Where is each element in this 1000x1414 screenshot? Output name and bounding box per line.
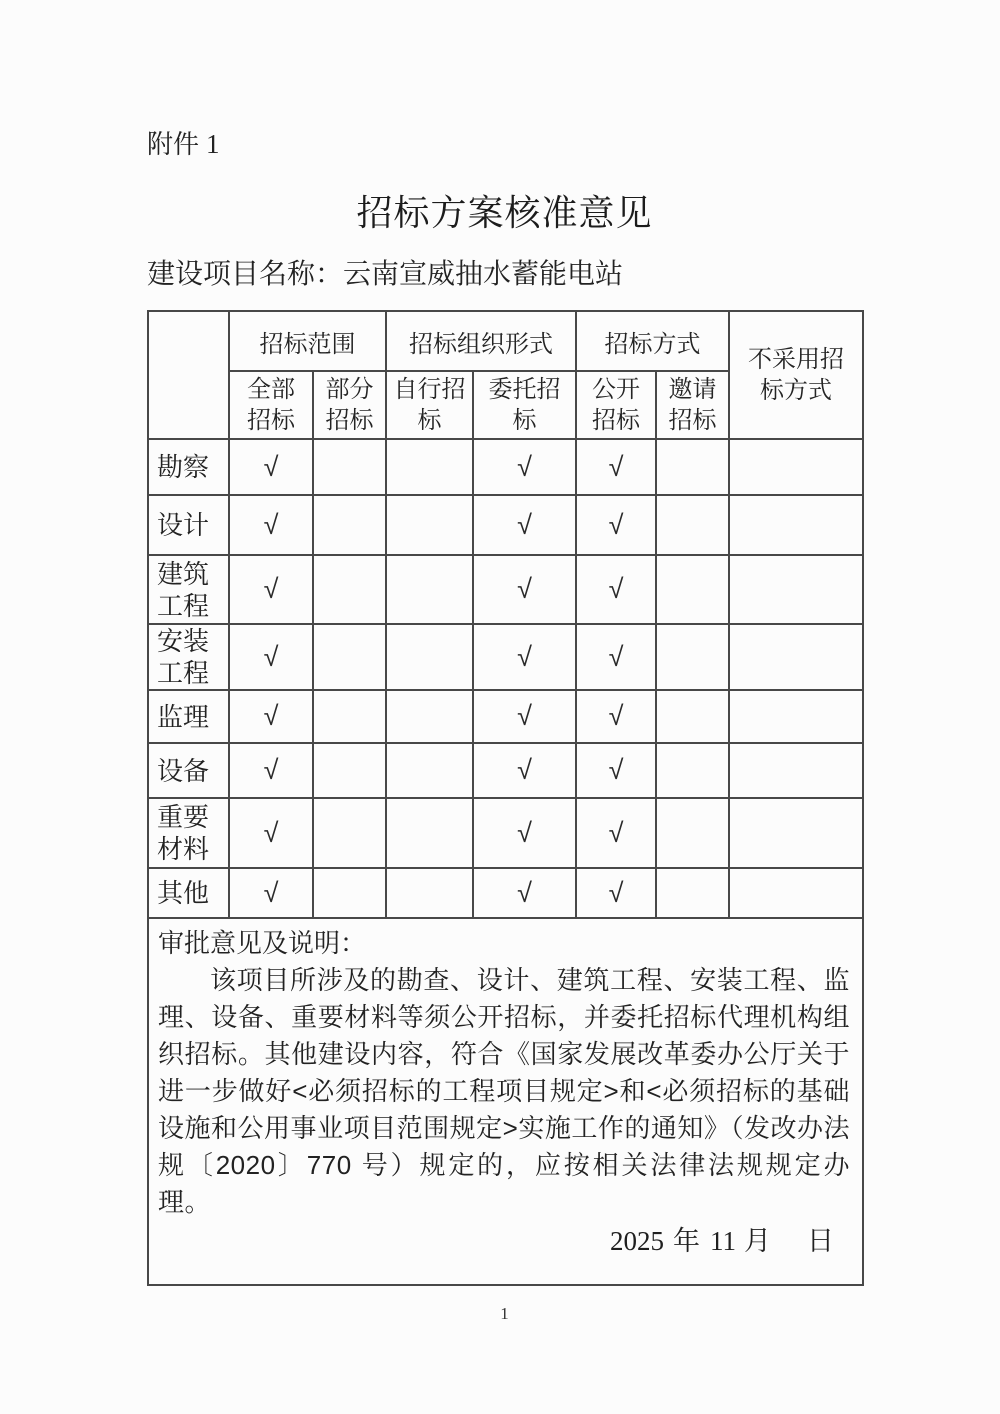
page-number: 1 [500,1304,509,1323]
table-row [148,868,863,918]
empty-cell [656,868,729,918]
table-row [148,743,863,798]
empty-cell [656,439,729,495]
check-cell: √ [473,743,576,798]
empty-cell [313,439,386,495]
check-cell: √ [473,690,576,743]
empty-cell [386,439,473,495]
row-label: 勘察 [148,439,229,495]
subheader-partial-tender: 部分招标 [313,371,386,439]
empty-cell [729,743,863,798]
subheader-self-tender: 自行招标 [386,371,473,439]
empty-cell [656,798,729,868]
opinion-heading: 审批意见及说明： [158,928,367,958]
empty-cell [386,743,473,798]
check-cell: √ [229,439,313,495]
table-row [148,798,863,868]
check-cell: √ [229,624,313,690]
empty-cell [656,555,729,624]
check-cell: √ [229,798,313,868]
empty-cell [386,555,473,624]
table-row [148,690,863,743]
table-row [148,555,863,624]
empty-cell [313,495,386,555]
row-label: 设计 [148,495,229,555]
document-title: 招标方案核准意见 [356,192,653,233]
check-cell: √ [576,868,656,918]
table-row [148,439,863,495]
row-label: 其他 [148,868,229,918]
approval-table [147,310,864,1286]
header-tender-scope: 招标范围 [229,311,386,371]
header-group-row [148,311,863,371]
attachment-label: 附件 [147,129,200,159]
check-cell: √ [229,495,313,555]
empty-cell [656,743,729,798]
date-month-unit: 月 [744,1226,771,1256]
empty-cell [386,690,473,743]
check-cell: √ [229,743,313,798]
subheader-entrusted-tender: 委托招标 [473,371,576,439]
check-cell: √ [576,555,656,624]
check-cell: √ [473,555,576,624]
table-header [148,311,863,439]
empty-cell [729,555,863,624]
project-name-line [147,256,862,292]
check-cell: √ [473,439,576,495]
row-label: 建筑工程 [148,555,229,624]
check-cell: √ [229,868,313,918]
project-name-label: 建设项目名称： [147,258,344,289]
empty-cell [313,624,386,690]
subheader-invited-tender: 邀请招标 [656,371,729,439]
empty-cell [313,555,386,624]
opinion-inner [158,925,850,1258]
check-cell: √ [473,495,576,555]
check-cell: √ [473,624,576,690]
row-label: 安装工程 [148,624,229,690]
table-row [148,624,863,690]
row-label: 监理 [148,690,229,743]
opinion-section [148,918,863,1285]
check-cell: √ [576,624,656,690]
empty-cell [313,690,386,743]
check-cell: √ [576,495,656,555]
check-cell: √ [473,868,576,918]
row-label: 设备 [148,743,229,798]
date-year: 2025 [610,1226,664,1256]
empty-cell [729,624,863,690]
empty-cell [656,690,729,743]
date-line [158,1224,850,1258]
check-cell: √ [576,439,656,495]
subheader-full-tender: 全部招标 [229,371,313,439]
check-cell: √ [576,690,656,743]
subheader-open-tender: 公开招标 [576,371,656,439]
attachment-number: 1 [206,129,220,159]
project-name-value: 云南宣威抽水蓄能电站 [343,258,624,289]
empty-cell [313,743,386,798]
check-cell: √ [473,798,576,868]
opinion-row [148,918,863,1285]
opinion-body: 该项目所涉及的勘查、设计、建筑工程、安装工程、监理、设备、重要材料等须公开招标，并委托招标代理机构组织招标。其他建设内容，符合《国家发展改革委办公厅关于进一步做好<必须招标的工程项目规定>和<必须招标的基础设施和公用事业项目范围规定>实施工作的通知》（发改办法规〔2020〕770 号）规定的，应按相关法律法规规定办理。 [158,965,850,1217]
check-cell: √ [229,690,313,743]
empty-cell [386,868,473,918]
empty-cell [656,495,729,555]
check-cell: √ [576,798,656,868]
header-organization-form: 招标组织形式 [386,311,576,371]
header-no-tender: 不采用招标方式 [729,311,863,439]
empty-cell [729,439,863,495]
empty-cell [386,624,473,690]
empty-cell [386,798,473,868]
opinion-cell [148,918,863,1285]
matrix-rows [148,439,863,918]
empty-cell [729,495,863,555]
empty-cell [386,495,473,555]
empty-cell [313,868,386,918]
date-year-unit: 年 [673,1226,700,1256]
header-tender-method: 招标方式 [576,311,729,371]
empty-cell [729,868,863,918]
date-month: 11 [710,1226,736,1256]
empty-cell [656,624,729,690]
empty-cell [729,798,863,868]
empty-cell [313,798,386,868]
page-content [147,0,862,1286]
row-label: 重要材料 [148,798,229,868]
attachment-line [147,0,862,160]
check-cell: √ [576,743,656,798]
table-row [148,495,863,555]
date-day-unit: 日 [807,1226,834,1256]
check-cell: √ [229,555,313,624]
empty-cell [729,690,863,743]
corner-cell [148,311,229,439]
